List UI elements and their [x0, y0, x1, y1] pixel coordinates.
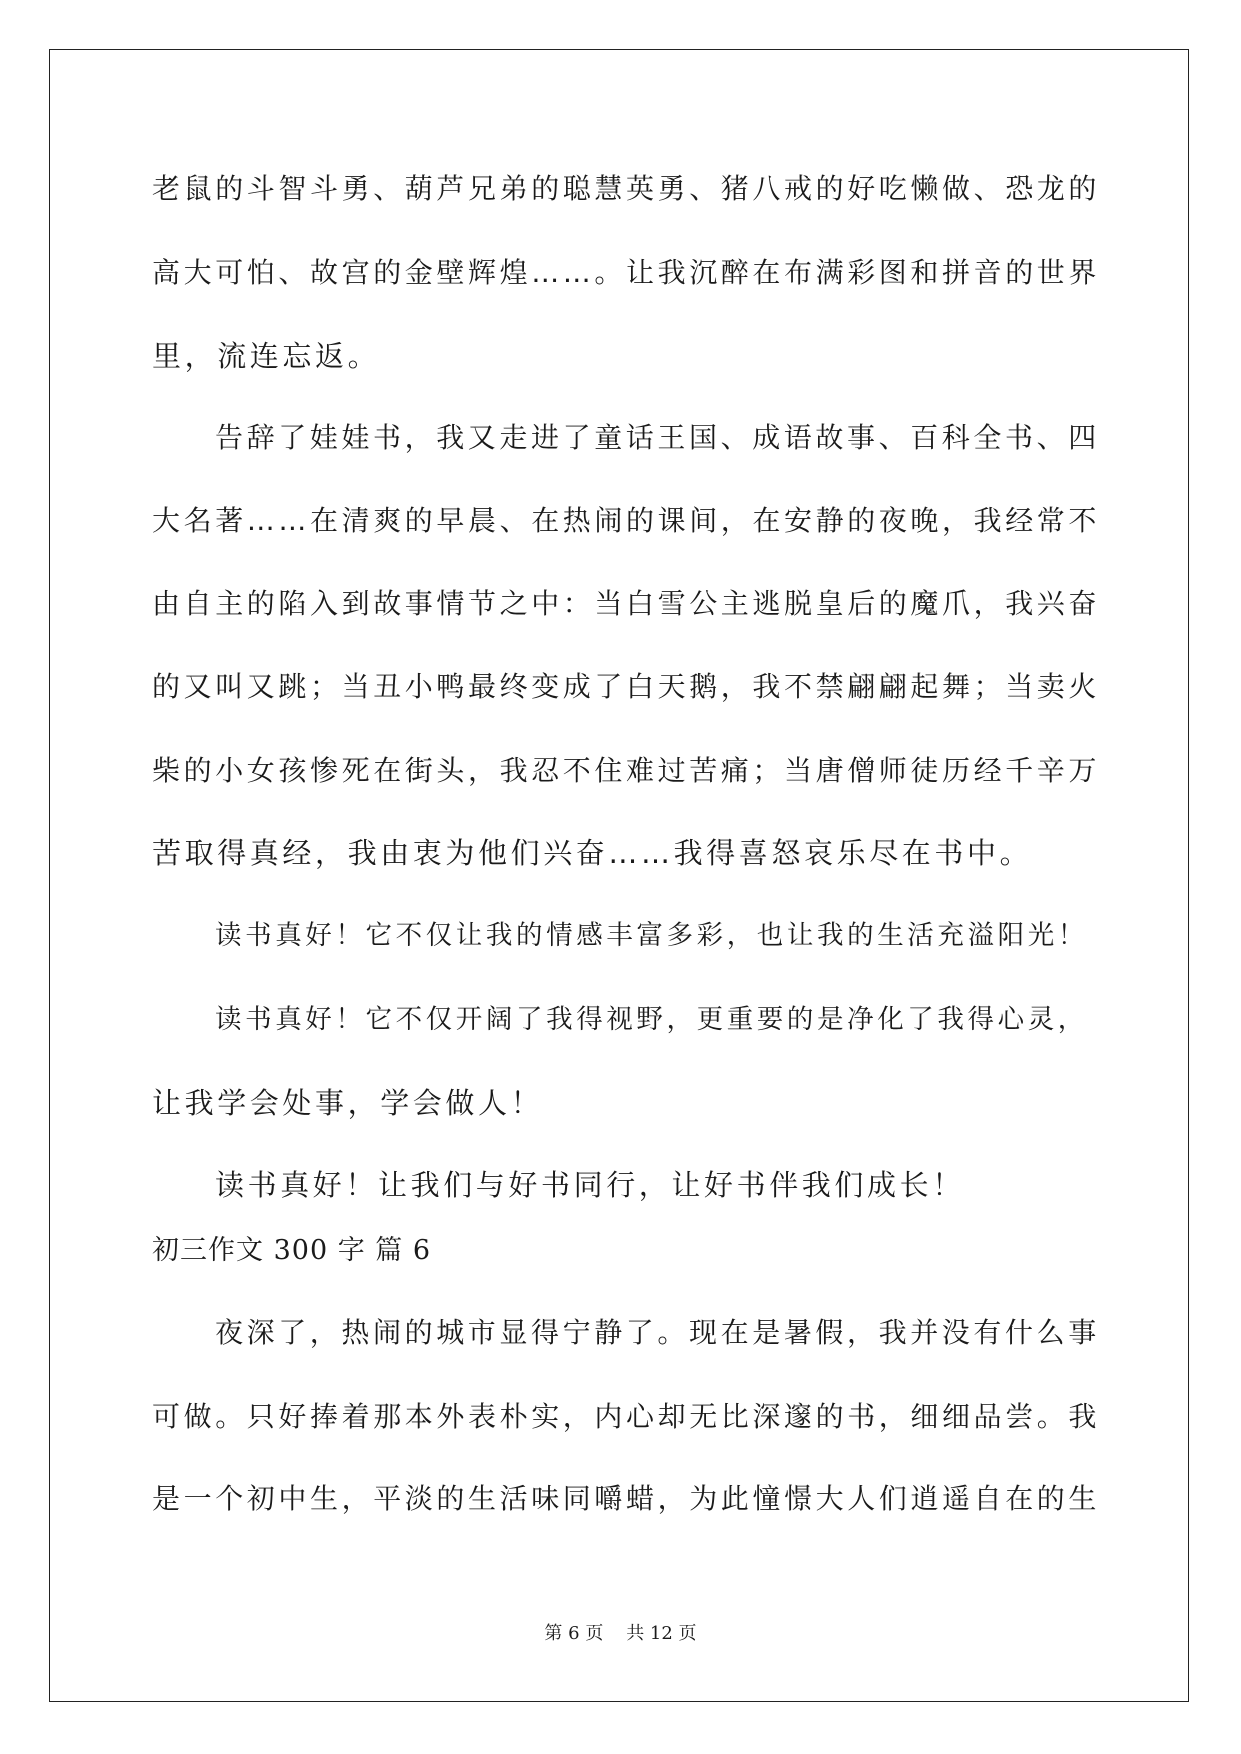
body-line-9: 苦取得真经，我由衷为他们兴奋……我得喜怒哀乐尽在书中。	[152, 836, 1033, 870]
body-line-10: 读书真好！它不仅让我的情感丰富多彩，也让我的生活充溢阳光！	[215, 920, 1088, 951]
section-line-3: 是一个初中生，平淡的生活味同嚼蜡，为此憧憬大人们逍遥自在的生	[152, 1482, 1101, 1515]
body-line-5: 大名著……在清爽的早晨、在热闹的课间，在安静的夜晚，我经常不	[152, 504, 1101, 537]
body-line-13: 读书真好！让我们与好书同行，让好书伴我们成长！	[215, 1168, 965, 1202]
body-line-8: 柴的小女孩惨死在街头，我忍不住难过苦痛；当唐僧师徒历经千辛万	[152, 754, 1101, 787]
body-line-1: 老鼠的斗智斗勇、葫芦兄弟的聪慧英勇、猪八戒的好吃懒做、恐龙的	[152, 172, 1101, 205]
body-line-2: 高大可怕、故宫的金壁辉煌……。让我沉醉在布满彩图和拼音的世界	[152, 256, 1101, 289]
body-line-7: 的又叫又跳；当丑小鸭最终变成了白天鹅，我不禁翩翩起舞；当卖火	[152, 670, 1101, 703]
body-line-11: 读书真好！它不仅开阔了我得视野，更重要的是净化了我得心灵，	[215, 1004, 1088, 1035]
body-line-6: 由自主的陷入到故事情节之中：当白雪公主逃脱皇后的魔爪，我兴奋	[152, 587, 1101, 620]
page-border	[49, 49, 1189, 1702]
page-footer: 第 6 页 共 12 页	[544, 1623, 697, 1644]
body-line-12: 让我学会处事，学会做人！	[152, 1086, 544, 1120]
section-line-2: 可做。只好捧着那本外表朴实，内心却无比深邃的书，细细品尝。我	[152, 1400, 1101, 1433]
body-line-3: 里，流连忘返。	[152, 339, 381, 373]
section-line-1: 夜深了，热闹的城市显得宁静了。现在是暑假，我并没有什么事	[215, 1316, 1100, 1349]
body-line-4: 告辞了娃娃书，我又走进了童话王国、成语故事、百科全书、四	[215, 421, 1100, 454]
section-heading: 初三作文 300 字 篇 6	[152, 1235, 432, 1266]
